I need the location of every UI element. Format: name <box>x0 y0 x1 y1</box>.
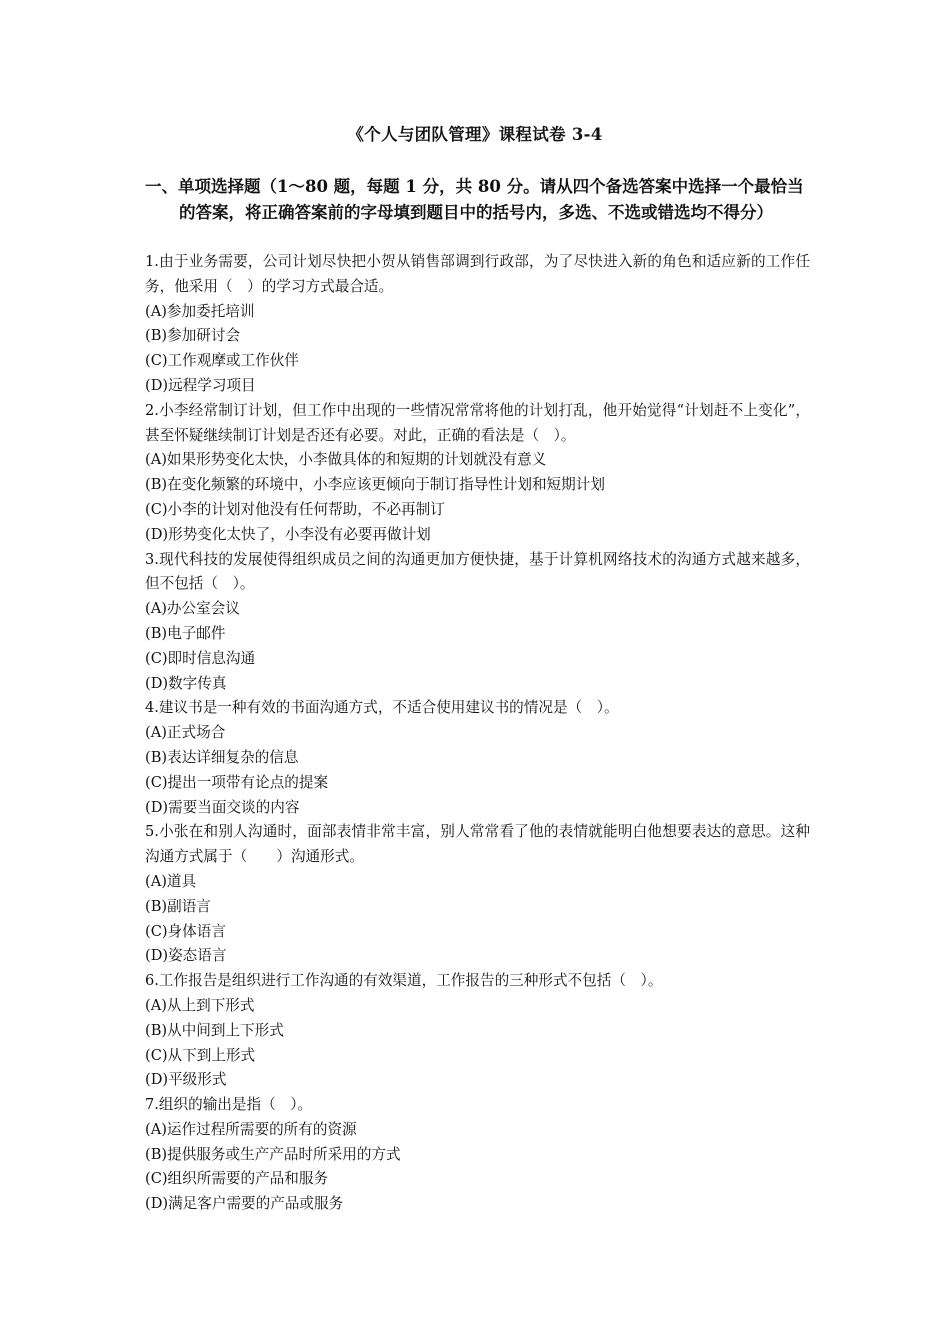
question-stem: 7.组织的输出是指（ ）。 <box>145 1096 313 1114</box>
answer-option: (C)组织所需要的产品和服务 <box>145 1170 329 1188</box>
answer-option: (C)身体语言 <box>145 922 226 940</box>
answer-option: (B)从中间到上下形式 <box>145 1021 284 1039</box>
question-list <box>145 250 810 1217</box>
section-heading: 一、单项选择题（1～80 题，每题 1 分，共 80 分。请从四个备选答案中选择一个最恰当的答案，将正确答案前的字母填到题目中的括号内，多选、不选或错选均不得分） <box>145 177 804 222</box>
answer-option: (D)平级形式 <box>145 1071 227 1089</box>
answer-option: (B)表达详细复杂的信息 <box>145 748 299 766</box>
answer-option: (B)提供服务或生产产品时所采用的方式 <box>145 1145 401 1163</box>
answer-option: (B)在变化频繁的环境中，小李应该更倾向于制订指导性计划和短期计划 <box>145 476 605 494</box>
question-item <box>145 399 810 548</box>
answer-option: (D)远程学习项目 <box>145 376 256 394</box>
question-item <box>145 820 810 969</box>
answer-option: (A)从上到下形式 <box>145 996 255 1014</box>
answer-option: (D)满足客户需要的产品或服务 <box>145 1195 344 1213</box>
question-stem: 1.由于业务需要，公司计划尽快把小贺从销售部调到行政部，为了尽快进入新的角色和适应新的工作任务，他采用（ ）的学习方式最合适。 <box>145 253 810 295</box>
answer-option: (C)工作观摩或工作伙伴 <box>145 352 299 370</box>
answer-option: (D)姿态语言 <box>145 947 227 965</box>
answer-option: (C)即时信息沟通 <box>145 649 256 667</box>
answer-option: (D)需要当面交谈的内容 <box>145 798 300 816</box>
question-item <box>145 548 810 697</box>
answer-option: (A)如果形势变化太快，小李做具体的和短期的计划就没有意义 <box>145 451 547 469</box>
question-item <box>145 969 810 1093</box>
question-stem: 4.建议书是一种有效的书面沟通方式，不适合使用建议书的情况是（ ）。 <box>145 699 619 717</box>
answer-option: (A)办公室会议 <box>145 600 240 618</box>
question-stem: 6.工作报告是组织进行工作沟通的有效渠道，工作报告的三种形式不包括（ ）。 <box>145 972 663 990</box>
answer-option: (A)道具 <box>145 872 197 890</box>
exam-title: 《个人与团队管理》课程试卷 3-4 <box>347 125 603 144</box>
answer-option: (C)小李的计划对他没有任何帮助，不必再制订 <box>145 500 445 518</box>
answer-option: (C)从下到上形式 <box>145 1046 256 1064</box>
question-stem: 3.现代科技的发展使得组织成员之间的沟通更加方便快捷，基于计算机网络技术的沟通方式越来越多，但不包括（ ）。 <box>145 550 810 593</box>
answer-option: (B)参加研讨会 <box>145 327 241 345</box>
question-stem: 2.小李经常制订计划，但工作中出现的一些情况常常将他的计划打乱，他开始觉得“计划赶不上变化”，甚至怀疑继续制订计划是否还有必要。对此，正确的看法是（ ）。 <box>145 401 810 444</box>
answer-option: (A)运作过程所需要的所有的资源 <box>145 1120 357 1138</box>
question-item <box>145 250 810 399</box>
question-item <box>145 1093 810 1217</box>
answer-option: (D)形势变化太快了，小李没有必要再做计划 <box>145 525 431 543</box>
answer-option: (B)副语言 <box>145 897 211 915</box>
answer-option: (C)提出一项带有论点的提案 <box>145 773 329 791</box>
answer-option: (A)正式场合 <box>145 724 226 742</box>
answer-option: (B)电子邮件 <box>145 624 226 642</box>
question-item <box>145 696 810 820</box>
answer-option: (A)参加委托培训 <box>145 302 255 320</box>
question-stem: 5.小张在和别人沟通时，面部表情非常丰富，别人常常看了他的表情就能明白他想要表达的意思。这种沟通方式属于（ ）沟通形式。 <box>145 823 810 866</box>
answer-option: (D)数字传真 <box>145 674 227 692</box>
